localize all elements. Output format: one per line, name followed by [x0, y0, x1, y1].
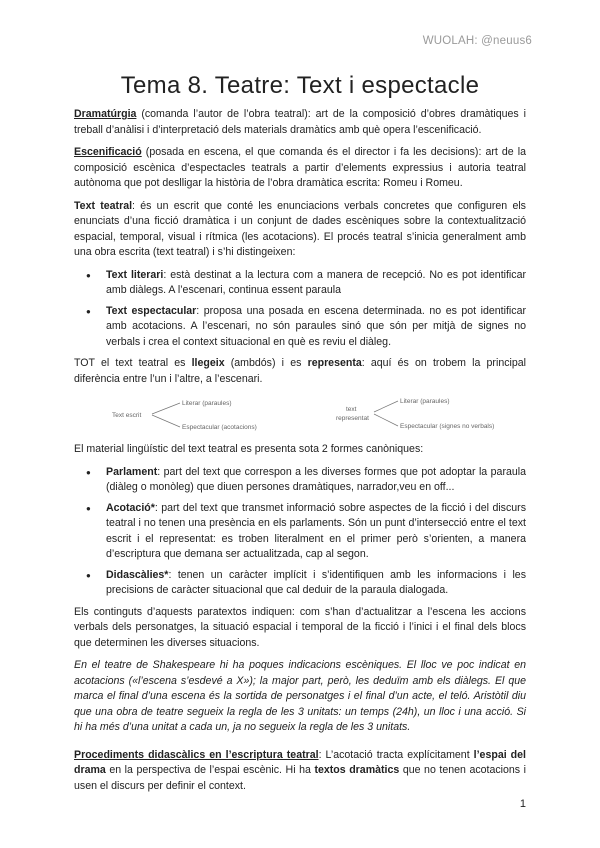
paragraph-text: (comanda l’autor de l’obra teatral): art de la composició d’obres dramàtiques i treball d’anàlisi i d’interpretació dels materials dramàtics amb què opera l’escenificació. [74, 108, 526, 136]
paragraph-text: TOT el text teatral es [74, 357, 192, 369]
list-item-term: Parlament [106, 465, 158, 478]
paragraph-escenificacio [74, 145, 526, 192]
text-diagrams [74, 394, 526, 434]
diagram-root-line2: representat [336, 415, 369, 422]
list-item-term: Didascàlies* [106, 568, 169, 581]
bold-representa: representa [307, 357, 362, 369]
term-text-teatral: Text teatral [74, 199, 133, 212]
bold-llegeix: llegeix [191, 357, 225, 369]
diagram-text-representat [332, 394, 532, 434]
paragraph-shakespeare: En el teatre de Shakespeare hi ha poques indicacions escèniques. El lloc ve poc indicat en acotacions («l’escena s’esdevé a X»); la major part, però, les deduïm amb els diàlegs. El que marca el final d’una escena és la sortida de personatges i el final d’un acte, el teló. Aristòtil diu que una obra de teatre segueix la regla de les 3 unitats: un temps (24h), un lloc i una acció. Si hi ha més d’una unitat a cada un, ja no segueix la regla de les 3 unitats. [74, 659, 526, 733]
list-item-text: : part del text que transmet informació sobre aspectes de la ficció i del discurs teatral i no tenen una presència en els parlaments. Són un punt d’intersecció entre el text escrit i el representat: es troben literalment en el primer però s’orienten, a manera d’escriptura que demana ser actualitzada, cap al segon. [106, 501, 526, 560]
text-types-list [74, 268, 526, 351]
paragraph-material: El material lingüístic del text teatral es presenta sota 2 formes canòniques: [74, 443, 424, 455]
paragraph-text: (ambdós) i es [224, 357, 308, 369]
term-escenificacio: Escenificació [74, 146, 142, 158]
list-item [106, 268, 526, 299]
list-item-text: : proposa una posada en escena determinada. no es pot identificar amb acotacions. A l’escenari, no són paraules sinó que són per mitjà de signes no verbals i crea el context situacional en què es reviu el diàleg. [106, 304, 526, 348]
canonical-forms-list [74, 465, 526, 599]
paragraph-procediments [74, 748, 526, 795]
diagram-top: Literar (paraules) [400, 398, 450, 405]
list-item [106, 465, 526, 496]
term-dramaturgia: Dramatúrgia [74, 108, 137, 120]
paragraph-text: : L’acotació tracta explícitament [318, 748, 474, 761]
paragraph-continguts: Els continguts d’aquests paratextos indiquen: com s’han d’actualitzar a l’escena les accions verbals dels personatges, la situació espacial i temporal de la ficció i l’inici i el final dels blocs que determinen les diverses situacions. [74, 605, 526, 649]
list-item [106, 501, 526, 563]
paragraph-text: : és un escrit que conté les enunciacions verbals concretes que configuren els enunciats d’una ficció dramàtica i un conjunt de dades escèniques sobre la contextualització espacial, temporal, visual i rítmica (les acotacions). El procés teatral s’inicia generalment amb una obra escrita (text teatral) i s’hi distingeixen: [74, 199, 526, 258]
list-item-term: Acotació* [106, 501, 155, 514]
page-title: Tema 8. Teatre: Text i espectacle [120, 72, 480, 99]
bold-espai-drama: l’espai del drama [74, 748, 526, 776]
diagram-bottom: Espectacular (signes no verbals) [400, 423, 495, 430]
list-item-text: : tenen un caràcter implícit i s’identifiquen amb les informacions i les precisions de caràcter situacional que cal deduir de la paraula dialogada. [106, 568, 526, 596]
diagram-root-line1: text [346, 406, 357, 413]
diagram-root: Text escrit [112, 412, 142, 419]
paragraph-text: que no tenen acotacions i usen el discurs per definir el context. [74, 764, 526, 792]
list-item-text: : part del text que correspon a les diverses formes que pot adoptar la paraula (diàleg o monòleg) que diuen persones dramàtiques, narrador,veu en off... [106, 465, 526, 493]
list-item-term: Text literari [106, 268, 164, 281]
paragraph-text: (posada en escena, el que comanda és el director i fa les decisions): art de la composició escènica d’espectacles teatrals a partir d’elements expressius i autoria teatral autònoma que pot deslligar la història de l’obra dramàtica escrita: Romeu i Romeu. [74, 146, 526, 189]
document-body [74, 107, 526, 801]
term-procediments: Procediments didascàlics en l’escriptura teatral [74, 748, 319, 761]
diagram-bottom: Espectacular (acotacions) [182, 424, 257, 431]
bold-textos-dramatics: textos dramàtics [314, 764, 400, 776]
list-item [106, 304, 526, 351]
list-item-term: Text espectacular [106, 304, 197, 317]
paragraph-text: en la perspectiva de l’espai escènic. Hi ha [105, 764, 315, 776]
diagram-text-escrit [110, 394, 280, 434]
list-item-text: : està destinat a la lectura com a manera de recepció. No es pot identificar amb diàlegs. A l’escenari, continua essent paraula [106, 268, 527, 296]
diagram-top: Literar (paraules) [182, 400, 232, 407]
paragraph-text: : aquí és on trobem la principal diferència entre l’un i l’altre, a l’escenari. [74, 357, 526, 385]
list-item [106, 568, 526, 599]
paragraph-dramaturgia [74, 107, 526, 138]
page-number: 1 [519, 798, 526, 810]
paragraph-llegeix-representa [74, 356, 526, 387]
watermark: WUOLAH: @neuus6 [422, 35, 532, 47]
paragraph-text-teatral [74, 199, 526, 261]
